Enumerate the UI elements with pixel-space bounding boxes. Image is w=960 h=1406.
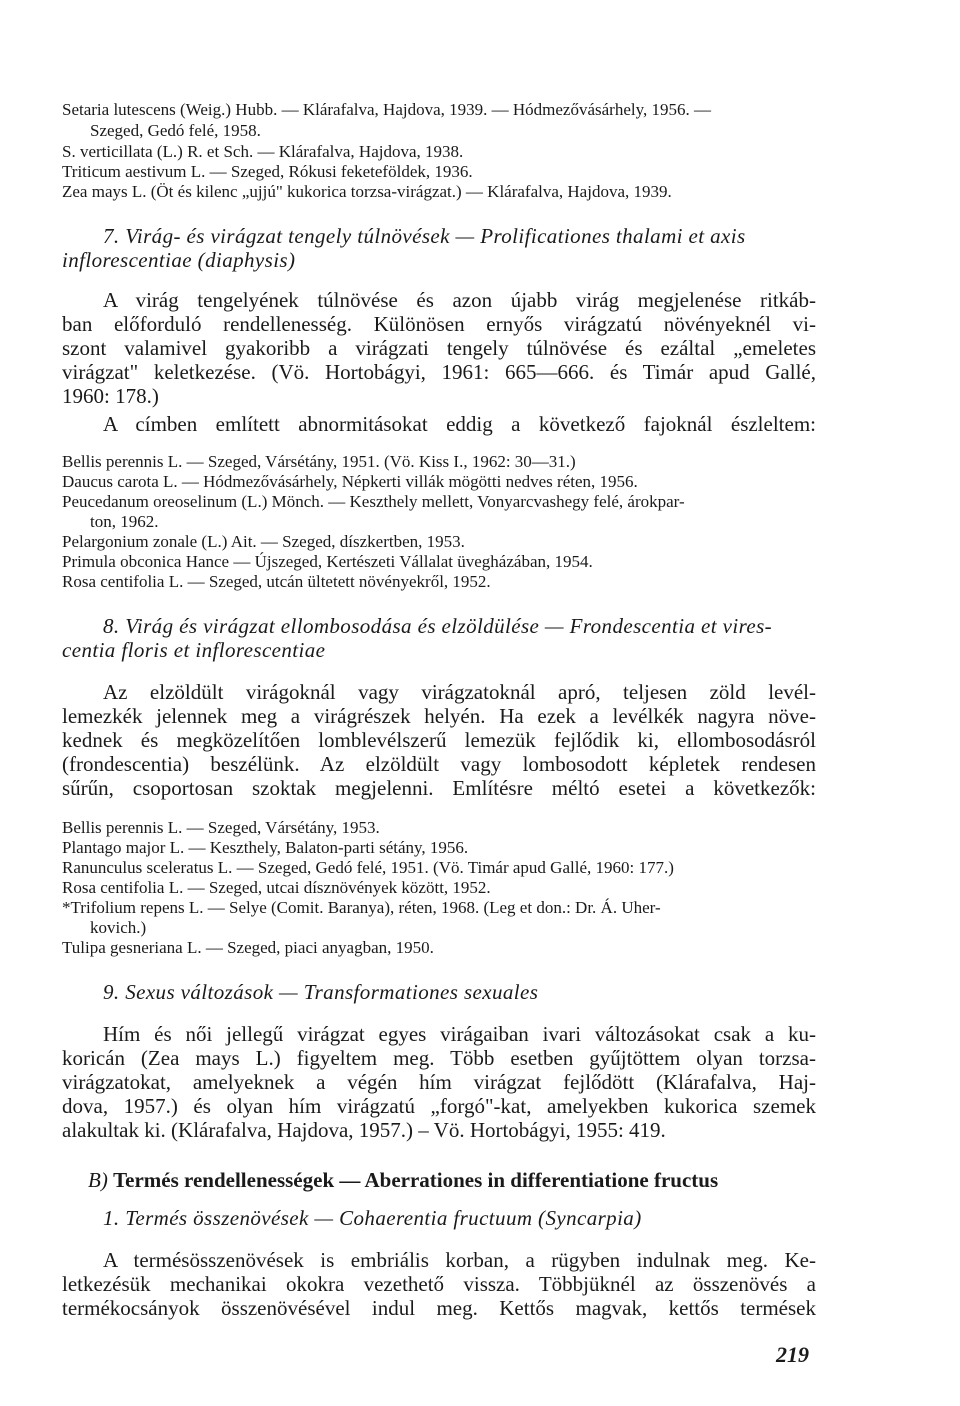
section-9-para-line: virágzatokat, amelyeknek a végén hím virágzat fejlődött (Klárafalva, Haj- [62,1070,816,1094]
section-7-list-item: Rosa centifolia L. — Szeged, utcán ültetett növényekről, 1952. [62,572,491,591]
section-8-list-item: Ranunculus sceleratus L. — Szeged, Gedó felé, 1951. (Vö. Timár apud Gallé, 1960: 177.) [62,858,674,877]
section-b1-para-line: termékocsányok összenövésével indul meg. Kettős magvak, kettős termések [62,1296,816,1320]
section-9-heading: 9. Sexus változások — Transformationes sexuales [103,980,539,1004]
section-7-list-item: Bellis perennis L. — Szeged, Vársétány, 1951. (Vö. Kiss I., 1962: 30—31.) [62,452,576,471]
section-b-title: Termés rendellenességek — Aberrationes in differentiatione fructus [113,1168,719,1192]
section-9-para-line: dova, 1957.) és olyan hím virágzatú „forgó"-kat, amelyekben kukorica szemek [62,1094,816,1118]
section-7-para2: A címben említett abnormitásokat eddig a következő fajoknál észleltem: [103,412,816,436]
section-8-para-line: sűrűn, csoportosan szoktak megjelenni. Említésre méltó esetei a következők: [62,776,816,800]
section-9-para-line: alakultak ki. (Klárafalva, Hajdova, 1957.) – Vö. Hortobágyi, 1955: 419. [62,1118,666,1142]
section-9-para-line: Hím és női jellegű virágzat egyes virágaiban ivari változásokat csak a ku- [103,1022,816,1046]
section-8-list-item: Tulipa gesneriana L. — Szeged, piaci anyagban, 1950. [62,938,434,957]
section-8-list-item: *Trifolium repens L. — Selye (Comit. Baranya), réten, 1968. (Leg et don.: Dr. Á. Uher- [62,898,661,917]
section-7-list-item: Peucedanum oreoselinum (L.) Mönch. — Keszthely mellett, Vonyarcvashegy felé, árokpar- [62,492,685,511]
section-8-list-item: Bellis perennis L. — Szeged, Vársétány, 1953. [62,818,380,837]
section-7-para-line: szont valamivel gyakoribb a virágzati tengely túlnövése és ezáltal „emeletes [62,336,816,360]
section-7-list-item: ton, 1962. [90,512,159,531]
section-b1-para-line: letkezésük mechanikai okokra vezethető vissza. Többjüknél az összenövés a [62,1272,816,1296]
section-b-label: B) [88,1168,108,1192]
top-list-line: Triticum aestivum L. — Szeged, Rókusi feketeföldek, 1936. [62,162,473,181]
top-list-line: Setaria lutescens (Weig.) Hubb. — Klárafalva, Hajdova, 1939. — Hódmezővásárhely, 1956. — [62,100,712,119]
section-8-list-item: Plantago major L. — Keszthely, Balaton-parti sétány, 1956. [62,838,469,857]
section-8-para-line: kednek és megközelítően lomblevélszerű lemezük fejlődik ki, ellombosodásról [62,728,816,752]
section-8-para-line: Az elzöldült virágoknál vagy virágzatoknál apró, teljesen zöld levél- [103,680,816,704]
section-7-list-item: Primula obconica Hance — Újszeged, Kertészeti Vállalat üvegházában, 1954. [62,552,593,571]
section-8-heading-cont: centia floris et inflorescentiae [62,638,326,662]
section-8-heading: 8. Virág és virágzat ellombosodása és elzöldülése — Frondescentia et vires- [103,614,773,638]
section-9-para-line: koricán (Zea mays L.) figyeltem meg. Több esetben gyűjtöttem olyan torzsa- [62,1046,816,1070]
section-b1-para-line: A termésösszenövések is embriális korban, a rügyben indulnak meg. Ke- [103,1248,816,1272]
section-8-list-item: Rosa centifolia L. — Szeged, utcai dísznövények között, 1952. [62,878,491,897]
section-8-para-line: (frondescentia) beszélünk. Az elzöldült vagy lombosodott képletek rendesen [62,752,816,776]
section-8-list-item: kovich.) [90,918,147,937]
section-7-para-line: 1960: 178.) [62,384,159,408]
section-8-para-line: lemezkék jelennek meg a virágrészek helyén. Ha ezek a levélkék nagyra növe- [62,704,816,728]
section-7-para-line: ban előforduló rendellenesség. Különösen ernyős virágzatú növényeknél vi- [62,312,816,336]
page-number: 219 [776,1342,809,1367]
section-7-heading: 7. Virág- és virágzat tengely túlnövések — Prolificationes thalami et axis [103,224,746,248]
section-b-heading [88,1168,718,1193]
section-7-heading-cont: inflorescentiae (diaphysis) [62,248,296,272]
section-7-para-line: virágzat" keletkezése. (Vö. Hortobágyi, 1961: 665—666. és Timár apud Gallé, [62,360,816,384]
section-b1-heading: 1. Termés összenövések — Cohaerentia fructuum (Syncarpia) [103,1206,642,1230]
top-list-line: S. verticillata (L.) R. et Sch. — Klárafalva, Hajdova, 1938. [62,142,464,161]
top-list-line: Szeged, Gedó felé, 1958. [90,121,261,140]
section-7-list-item: Daucus carota L. — Hódmezővásárhely, Népkerti villák mögötti nedves réten, 1956. [62,472,638,491]
section-7-list-item: Pelargonium zonale (L.) Ait. — Szeged, díszkertben, 1953. [62,532,465,551]
top-list-line: Zea mays L. (Öt és kilenc „ujjú" kukorica torzsa-virágzat.) — Klárafalva, Hajdova, 1939. [62,182,672,201]
section-7-para-line: A virág tengelyének túlnövése és azon újabb virág megjelenése ritkáb- [103,288,816,312]
